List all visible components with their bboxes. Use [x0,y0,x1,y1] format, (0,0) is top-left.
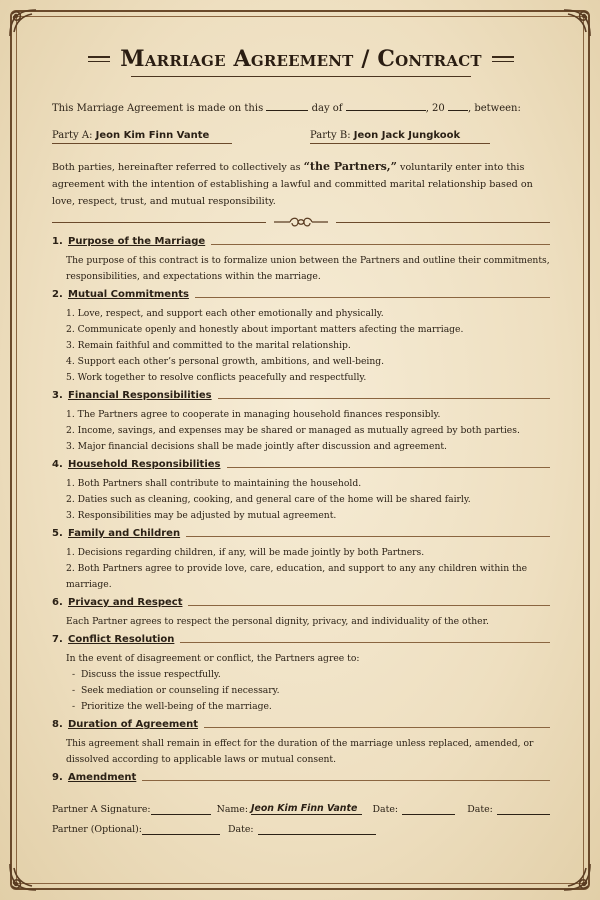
partner-optional-field[interactable] [142,825,220,835]
section-number: 5. [52,528,63,539]
section-text: The purpose of this contract is to formalize union between the Partners and outline their commitments, responsibilities, and expectations within the marriage. [66,255,550,282]
section-rule [211,244,550,245]
section-heading [52,719,550,730]
section [52,236,550,285]
intro-line [52,101,550,114]
date-field[interactable] [402,805,455,815]
bullet-text: Discuss the issue respectfully. [80,669,221,680]
section-text: This agreement shall remain in effect for the duration of the marriage unless replaced, amended, or dissolved according to applicable laws or mutual consent. [66,738,534,765]
section-list [66,306,550,386]
date-label: Date: [372,804,399,815]
name-label: Name: [216,804,248,815]
scroll-ornament-icon [272,216,330,228]
document-content [52,40,550,835]
corner-flourish-icon [560,860,594,894]
section-rule [142,780,550,781]
section-rule [188,605,550,606]
date-label-2: Date: [467,804,493,815]
signature-row-a [52,795,550,815]
preamble-text: voluntarily enter into this agreement with the intention of establishing a lawful and committed marital relationship based on love, respect, trust, and mutual responsibility. [52,162,533,207]
party-b-line [310,143,490,144]
section-heading [52,289,550,300]
list-item: 2. Both Partners agree to provide love, care, education, and support to any any children within the marriage. [66,563,528,590]
day-blank[interactable] [266,101,308,111]
section-list [66,407,550,455]
section-heading [52,597,550,608]
party-a-name: Jeon Kim Finn Vante [95,130,210,141]
section-title: Duration of Agreement [68,719,198,730]
section-number: 9. [52,772,63,783]
list-item: 3. Remain faithful and committed to the marital relationship. [66,340,351,351]
name-field[interactable] [251,803,362,815]
partner-optional-label: Partner (Optional): [52,824,142,835]
intro-text: , between: [467,103,521,114]
party-a-line [52,143,232,144]
section [52,390,550,455]
section [52,528,550,593]
section-heading [52,772,550,783]
section-heading [52,236,550,247]
section-heading [52,528,550,539]
date-label-3: Date: [227,824,254,835]
title-bar-right [492,56,514,62]
name-value: Jeon Kim Finn Vante [250,803,358,814]
section-heading [52,390,550,401]
partner-a-signature-field[interactable] [151,805,211,815]
section [52,597,550,630]
section-heading [52,634,550,645]
party-b-name: Jeon Jack Jungkook [353,130,461,141]
section-body [66,736,550,768]
page-title: Marriage Agreement / Contract [120,46,482,72]
section-body [66,476,550,524]
section-body [66,306,550,386]
section-rule [227,467,551,468]
bullet-text: Prioritize the well-being of the marriage. [80,701,272,712]
party-a-label: Party A: [52,130,93,141]
section [52,719,550,768]
section-number: 7. [52,634,63,645]
section-number: 1. [52,236,63,247]
section-number: 8. [52,719,63,730]
bullet-item: - Seek mediation or counseling if necessary. [72,685,280,696]
list-item: 1. The Partners agree to cooperate in managing household finances responsibly. [66,409,441,420]
section-number: 6. [52,597,63,608]
section-rule [180,642,550,643]
section-heading [52,459,550,470]
intro-text: day of [311,103,343,114]
partner-a-signature-label: Partner A Signature: [52,804,151,815]
party-a [52,130,310,144]
section [52,459,550,524]
section-list [66,476,550,524]
section-title: Family and Children [68,528,181,539]
section-text: Each Partner agrees to respect the personal dignity, privacy, and individuality of the other. [66,616,489,627]
section-number: 3. [52,390,63,401]
section-rule [218,398,550,399]
section-body [66,545,550,593]
section-rule [186,536,550,537]
party-b-label: Party B: [310,130,351,141]
section-list [66,545,550,593]
title-row [52,46,550,72]
date-field-2[interactable] [497,805,550,815]
year-blank[interactable] [448,101,468,111]
parties-row [52,130,550,144]
list-item: 4. Support each other’s personal growth, ambitions, and well-being. [66,356,385,367]
list-item: 1. Love, respect, and support each other emotionally and physically. [66,308,384,319]
preamble [52,158,550,210]
list-item: 5. Work together to resolve conflicts peacefully and respectfully. [66,372,367,383]
list-item: 1. Decisions regarding children, if any, will be made jointly by both Partners. [66,547,425,558]
preamble-bold: “the Partners,” [303,160,397,173]
list-item: 1. Both Partners shall contribute to maintaining the household. [66,478,362,489]
party-b [310,130,490,144]
section-title: Privacy and Respect [68,597,183,608]
ornament-divider [52,216,550,228]
section-rule [195,297,550,298]
title-underline [131,76,471,77]
section-title: Mutual Commitments [68,289,189,300]
list-item: 2. Income, savings, and expenses may be shared or managed as mutually agreed by both parties. [66,425,520,436]
month-blank[interactable] [346,101,426,111]
section-number: 4. [52,459,63,470]
signature-block [52,795,550,835]
section-title: Amendment [68,772,137,783]
corner-flourish-icon [560,6,594,40]
section [52,634,550,715]
corner-flourish-icon [6,860,40,894]
sections-list [52,236,550,783]
list-item: 2. Daties such as cleaning, cooking, and general care of the home will be shared fairly. [66,494,471,505]
date-field-3[interactable] [258,825,376,835]
list-item: 2. Communicate openly and honestly about important matters afecting the marriage. [66,324,464,335]
section-number: 2. [52,289,63,300]
section [52,772,550,783]
list-item: 3. Responsibilities may be adjusted by mutual agreement. [66,510,337,521]
section-text: In the event of disagreement or conflict, the Partners agree to: [66,653,360,664]
section-title: Purpose of the Marriage [68,236,206,247]
section-body [66,614,550,630]
signature-row-optional [52,815,550,835]
section-body [66,651,550,715]
section-body [66,407,550,455]
section-body [66,253,550,285]
section-title: Financial Responsibilities [68,390,212,401]
section-title: Conflict Resolution [68,634,175,645]
bullet-item: - Discuss the issue respectfully. [72,669,221,680]
section-title: Household Responsibilities [68,459,221,470]
intro-text: This Marriage Agreement is made on this [52,103,264,114]
corner-flourish-icon [6,6,40,40]
title-bar-left [88,56,110,62]
section [52,289,550,386]
preamble-text: Both parties, hereinafter referred to collectively as [52,162,301,173]
list-item: 3. Major financial decisions shall be made jointly after discussion and agreement. [66,441,447,452]
bullet-item: - Prioritize the well-being of the marriage. [72,701,272,712]
section-rule [204,727,550,728]
bullet-text: Seek mediation or counseling if necessary. [80,685,280,696]
intro-text: , 20 [425,103,445,114]
